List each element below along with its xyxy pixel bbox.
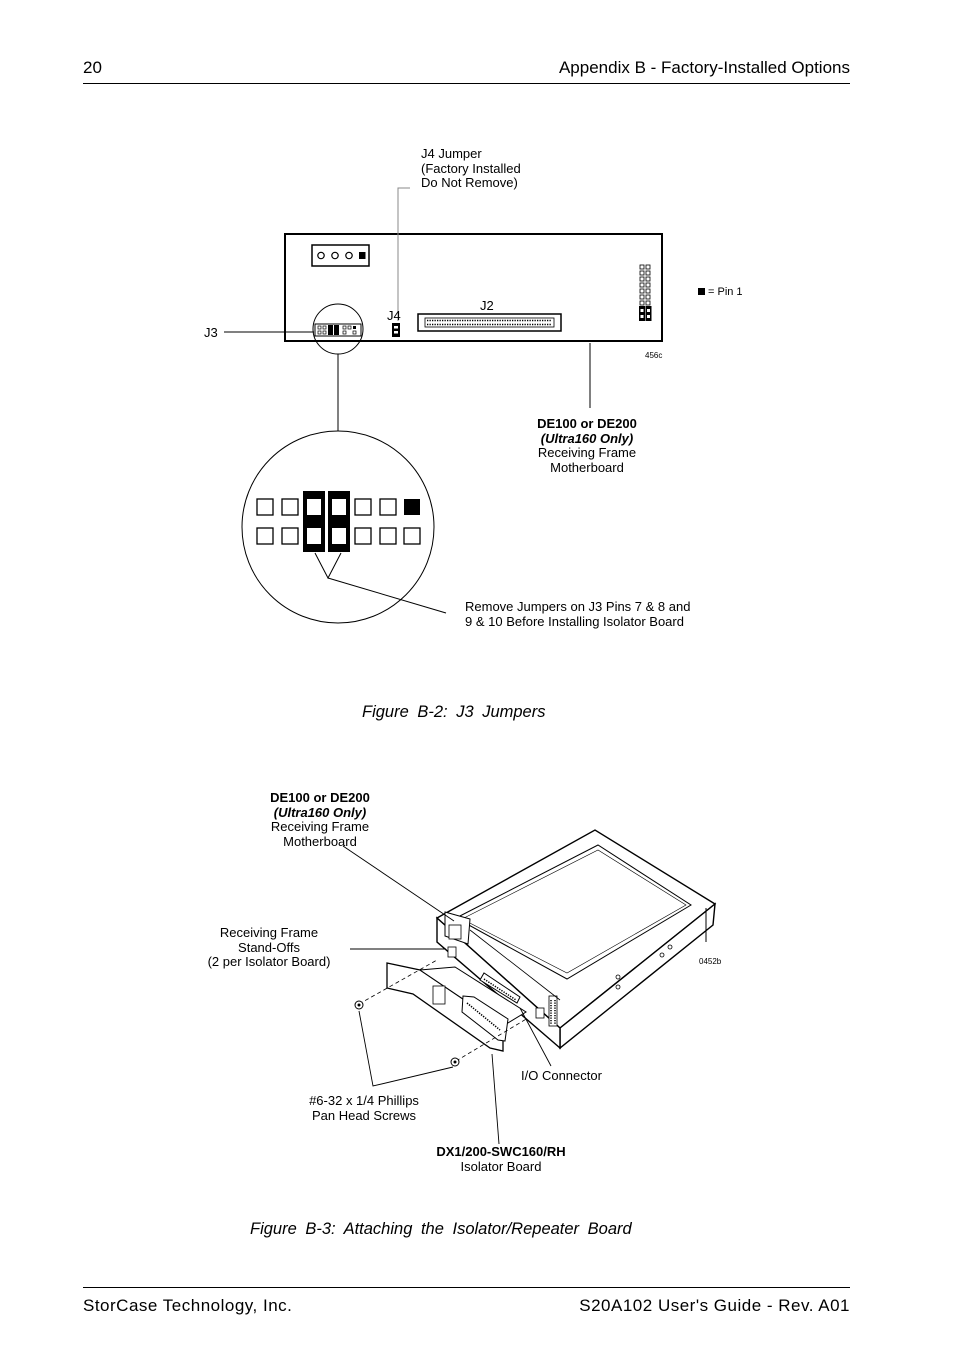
screws-callout: [284, 1094, 444, 1123]
b2-motherboard-note: (Ultra160 Only): [540, 430, 634, 446]
isolator-callout: [411, 1145, 591, 1174]
io-connector-label: I/O Connector: [521, 1068, 602, 1083]
figure-b2-caption: Figure B-2: J3 Jumpers: [362, 703, 546, 721]
figure-b3-art-id: 0452b: [699, 957, 722, 966]
j4-callout-line-3: Do Not Remove): [421, 175, 518, 190]
b2-motherboard-model: DE100 or DE200: [537, 416, 637, 431]
j4-label: J4: [387, 308, 401, 323]
b3-motherboard-desc-1: Receiving Frame: [270, 819, 370, 834]
page-number: 20: [83, 58, 102, 77]
b3-motherboard-desc-2: Motherboard: [283, 833, 357, 849]
figure-b3-caption: Figure B-3: Attaching the Isolator/Repeater Board: [250, 1220, 632, 1238]
standoffs-line-2: Stand-Offs: [238, 939, 300, 955]
footer-company: StorCase Technology, Inc.: [83, 1296, 293, 1315]
isolator-model: DX1/200-SWC160/RH: [436, 1144, 566, 1159]
j4-callout-line-1: J4 Jumper: [421, 146, 482, 161]
screws-line-2: Pan Head Screws: [311, 1107, 417, 1123]
isolator-desc: Isolator Board: [460, 1158, 542, 1174]
remove-note-line-2: 9 & 10 Before Installing Isolator Board: [465, 613, 684, 629]
figure-b2-art-id: 456c: [645, 351, 663, 360]
j2-label: J2: [480, 298, 494, 313]
j3-label: J3: [204, 325, 218, 340]
b3-motherboard-model: DE100 or DE200: [270, 790, 370, 805]
pin1-legend: = Pin 1: [708, 286, 743, 298]
b3-motherboard-callout: [240, 791, 400, 849]
b2-motherboard-desc-2: Motherboard: [550, 459, 624, 475]
section-title: Appendix B - Factory-Installed Options: [558, 58, 850, 77]
b3-motherboard-note: (Ultra160 Only): [273, 804, 367, 820]
standoffs-callout: [189, 926, 349, 970]
b2-motherboard-desc-1: Receiving Frame: [537, 445, 637, 460]
footer-rule: [83, 1287, 850, 1288]
remove-note-line-1: Remove Jumpers on J3 Pins 7 & 8 and: [465, 599, 691, 614]
standoffs-line-1: Receiving Frame: [219, 925, 319, 940]
screws-line-1: #6-32 x 1/4 Phillips: [309, 1093, 419, 1108]
footer-doc-title: S20A102 User's Guide - Rev. A01: [579, 1296, 850, 1315]
j4-callout-line-2: (Factory Installed: [421, 161, 521, 176]
standoffs-line-3: (2 per Isolator Board): [207, 954, 331, 969]
